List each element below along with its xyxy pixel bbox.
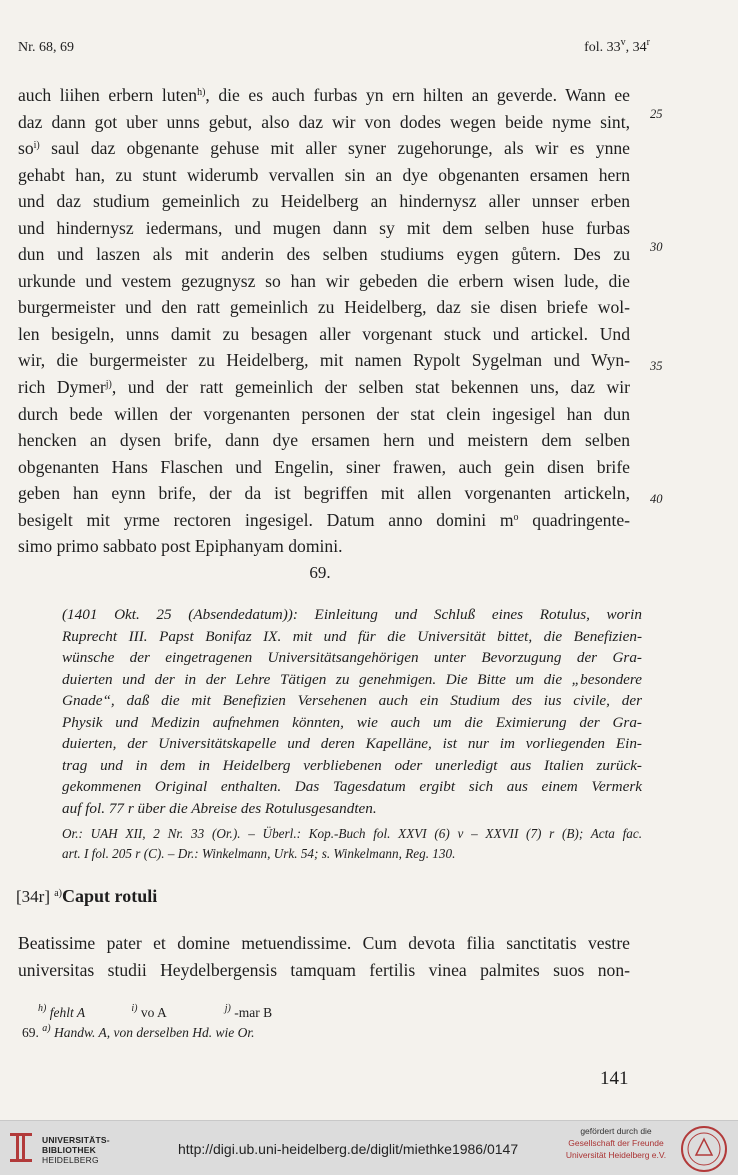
folio-marker: [34r]: [16, 887, 50, 906]
footnotes-row-1: $^{h)}$ fehlt A $^{i)}$ vo A $^{j)}$ -mar B: [38, 1003, 273, 1020]
line-number-marginal: 40: [650, 492, 663, 506]
text-line: obgenanten Hans Flaschen und Engelin, siner frawen, auch gein disen brife: [18, 456, 630, 477]
text-line: und hindernysz iedermans, und mugen dann sy mit dem selben huse furbas: [18, 217, 630, 238]
text-line: geben han eynn brife, der da ist begriffen mit allen vorgenanten artickeln,: [18, 483, 630, 504]
text-line: urkunde und vestem gezugnysz so han wir gebeden die erbern wisen lude, die: [18, 270, 630, 291]
text-line: auch liihen erbern luten$^{h)}$, die es auch furbas yn ern hilten an geverde. Wann ee: [18, 85, 630, 105]
text-line: besigelt mit yrme rectoren ingesigel. Datum anno domini $m^o$ quadringente-: [18, 509, 631, 530]
regest-summary: (1401 Okt. 25 (Absendedatum)): Einleitung und Schluß eines Rotulus, worin Ruprecht III. Papst Bonifaz IX. mit und für die Universität bittet, die Benefizien- wünsche der eingetragenen Universitätsangehörigen unter Bevorzugung der Gra- duierten und der in der Lehre Tätigen zu genehmigen. Die Bitte um die „besondere Gnade“, daß die mit Benefizien Versehenen auch ein Studium des ius civile, der Physik und Medizin aufnehmen könnten, wie auch um die Eximierung der Gra- duierten, der Universitätskapelle und deren Kapelläne, ist nur im vorliegenden Ein- trag und in dem in Heidelberg verbliebenen oder unerledigt aus Italien zurück- gekommenen Original enthalten. Das Tagesdatum ergibt sich aus einem Vermerk auf fol. 77 r über die Abreise des Rotulusgesandten.: [62, 606, 642, 817]
text-line: durch bede willen der vorgenanten personen der stat clein ingesigel han dun: [18, 403, 630, 424]
line-number-marginal: 30: [650, 240, 663, 254]
text-line: dun und laszen als mit anderin des selben studiums eygen gůtern. Des zu: [18, 244, 630, 265]
society-seal-icon: [680, 1125, 728, 1173]
text-line: simo primo sabbato post Epiphanyam domini.: [18, 536, 343, 557]
footnotes-row-2: 69. $^{a)}$ Handw. A, von derselben Hd. wie Or.: [22, 1023, 255, 1040]
text-line: gehabt han, zu stunt widerumb vervallen sin an dye obgenanten ersamen hern: [18, 164, 630, 185]
text-line: und daz studium gemeinlich zu Heidelberg an hindernysz aller unnser erben: [18, 191, 630, 212]
text-line: rich Dymer$^{j)}$, und der ratt gemeinlich der selben stat bekennen uns, daz wir: [18, 377, 630, 398]
footnote-ref: i): [33, 140, 40, 152]
main-text-block: [18, 82, 630, 560]
permalink-url[interactable]: http://digi.ub.uni-heidelberg.de/diglit/miethke1986/0147: [178, 1141, 519, 1157]
funder-credit: gefördert durch die Gesellschaft der Freunde Universität Heidelberg e.V.: [565, 1126, 667, 1160]
text-line: hencken an dysen brife, dann dye ersamen hern und meistern dem selben: [18, 430, 630, 451]
line-number-marginal: 25: [650, 107, 663, 121]
running-header-right: fol. 33$^v$, 34$^r$: [584, 37, 650, 55]
footnote-ref: h): [197, 87, 206, 98]
digitization-footer-bar: [0, 1120, 738, 1175]
running-header-left: Nr. 68, 69: [18, 40, 74, 55]
text-line: wir, die burgermeister zu Heidelberg, mit namen Rypolt Sygelman und Wyn-: [18, 350, 630, 371]
text-line: burgermeister und den ratt gemeinlich zu Heidelberg, daz sie disen briefe wol-: [18, 297, 630, 318]
library-name: UNIVERSITÄTS- BIBLIOTHEK HEIDELBERG: [42, 1135, 110, 1165]
text-line: $so^{i)}$ saul daz obgenante gehuse mit aller syner zugehorunge, als wir es ynne: [18, 138, 630, 159]
document-number: 69.: [309, 563, 331, 582]
footnote-ref: a): [54, 888, 63, 899]
line-number-marginal: 35: [650, 359, 663, 373]
university-library-logo-icon: [6, 1129, 36, 1167]
footnote-ref: j): [105, 379, 112, 391]
source-notes: Or.: UAH XII, 2 Nr. 33 (Or.). – Überl.: Kop.-Buch fol. XXVI (6) v – XXVII (7) r (B); Acta fac. art. I fol. 205 r (C). – Dr.: Winkelmann, Urk. 54; s. Winkelmann, Reg. 130.: [62, 826, 642, 861]
page-number: 141: [600, 1068, 629, 1089]
latin-text-block: Beatissime pater et domine metuendissime. Cum devota filia sanctitatis vestre universitas studii Heydelbergensis tamquam fertilis vinea palmites suos non-: [18, 933, 630, 980]
section-heading: [34r] $^{a)}$Caput rotuli: [16, 886, 158, 906]
text-line: daz dann got uber unns gebut, also daz wir von dodes wegen beide nyme sint,: [18, 111, 630, 132]
text-line: len besigeln, unns damit zu besagen aller vorgenant stuck und artickel. Und: [18, 323, 630, 344]
